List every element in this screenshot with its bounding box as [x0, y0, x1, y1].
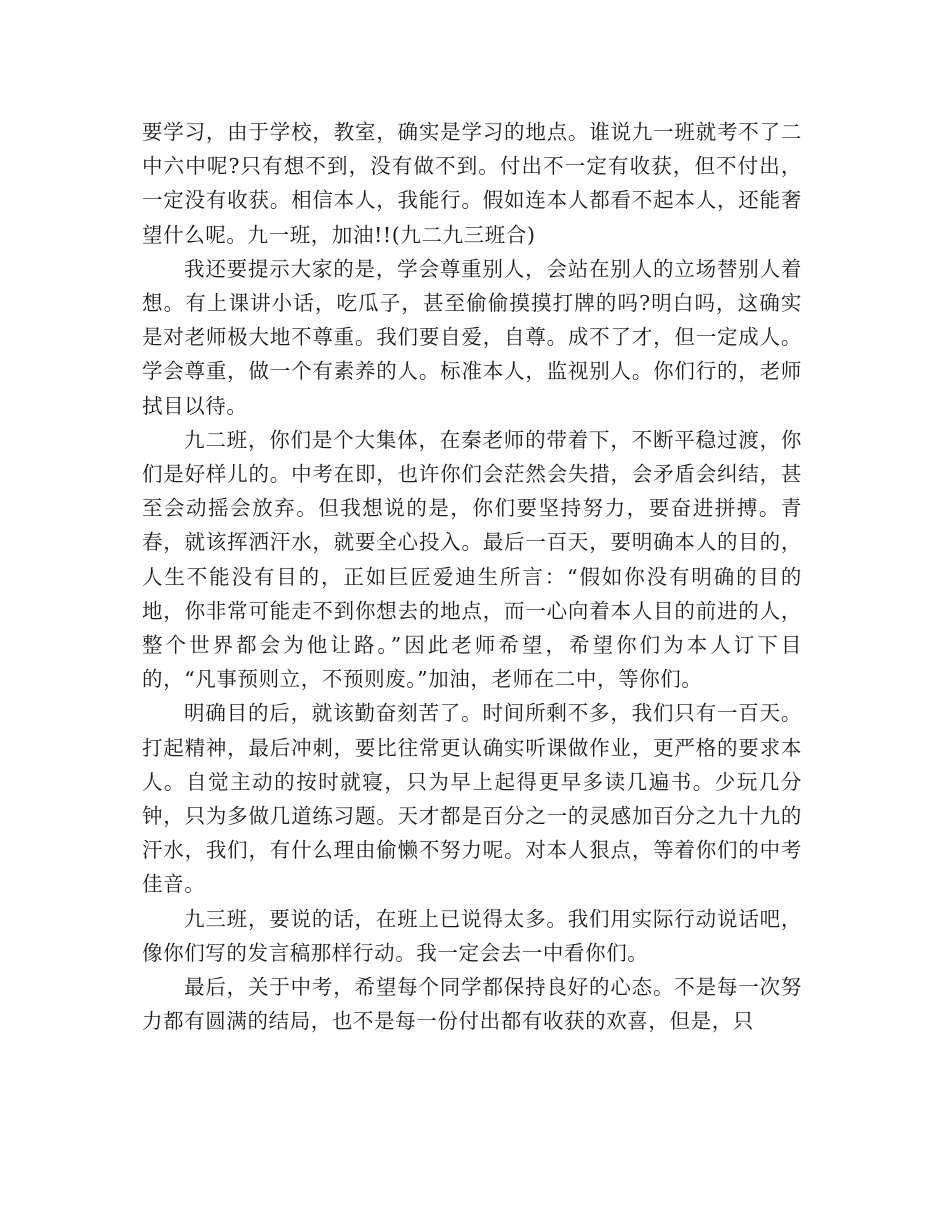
paragraph-2: 我还要提示大家的是，学会尊重别人，会站在别人的立场替别人着想。有上课讲小话，吃瓜子，甚至偷偷摸摸打牌的吗?明白吗，这确实是对老师极大地不尊重。我们要自爱，自尊。成不了才，但一定成人。学会尊重，做一个有素养的人。标准本人，监视别人。你们行的，老师拭目以待。 [142, 256, 802, 418]
paragraph-1: 要学习，由于学校，教室，确实是学习的地点。谁说九一班就考不了二中六中呢?只有想不到，没有做不到。付出不一定有收获，但不付出，一定没有收获。相信本人，我能行。假如连本人都看不起本人，还能奢望什么呢。九一班，加油!!(九二九三班合) [142, 120, 802, 247]
paragraph-6: 最后，关于中考，希望每个同学都保持良好的心态。不是每一次努力都有圆满的结局，也不是每一份付出都有收获的欢喜，但是，只 [142, 975, 802, 1034]
paragraph-4: 明确目的后，就该勤奋刻苦了。时间所剩不多，我们只有一百天。打起精神，最后冲刺，要比往常更认确实听课做作业，更严格的要求本人。自觉主动的按时就寝，只为早上起得更早多读几遍书。少玩几分钟，只为多做几道练习题。天才都是百分之一的灵感加百分之九十九的汗水，我们，有什么理由偷懒不努力呢。对本人狠点，等着你们的中考佳音。 [142, 701, 802, 897]
paragraph-3: 九二班，你们是个大集体，在秦老师的带着下，不断平稳过渡，你们是好样儿的。中考在即，也许你们会茫然会失措，会矛盾会纠结，甚至会动摇会放弃。但我想说的是，你们要坚持努力，要奋进拼搏。青春，就该挥洒汗水，就要全心投入。最后一百天，要明确本人的目的，人生不能没有目的，正如巨匠爱迪生所言：“假如你没有明确的目的地，你非常可能走不到你想去的地点，而一心向着本人目的前进的人，整个世界都会为他让路。”因此老师希望，希望你们为本人订下目的，“凡事预则立，不预则废。”加油，老师在二中，等你们。 [142, 427, 802, 692]
paragraph-5: 九三班，要说的话，在班上已说得太多。我们用实际行动说话吧，像你们写的发言稿那样行动。我一定会去一中看你们。 [142, 906, 802, 965]
